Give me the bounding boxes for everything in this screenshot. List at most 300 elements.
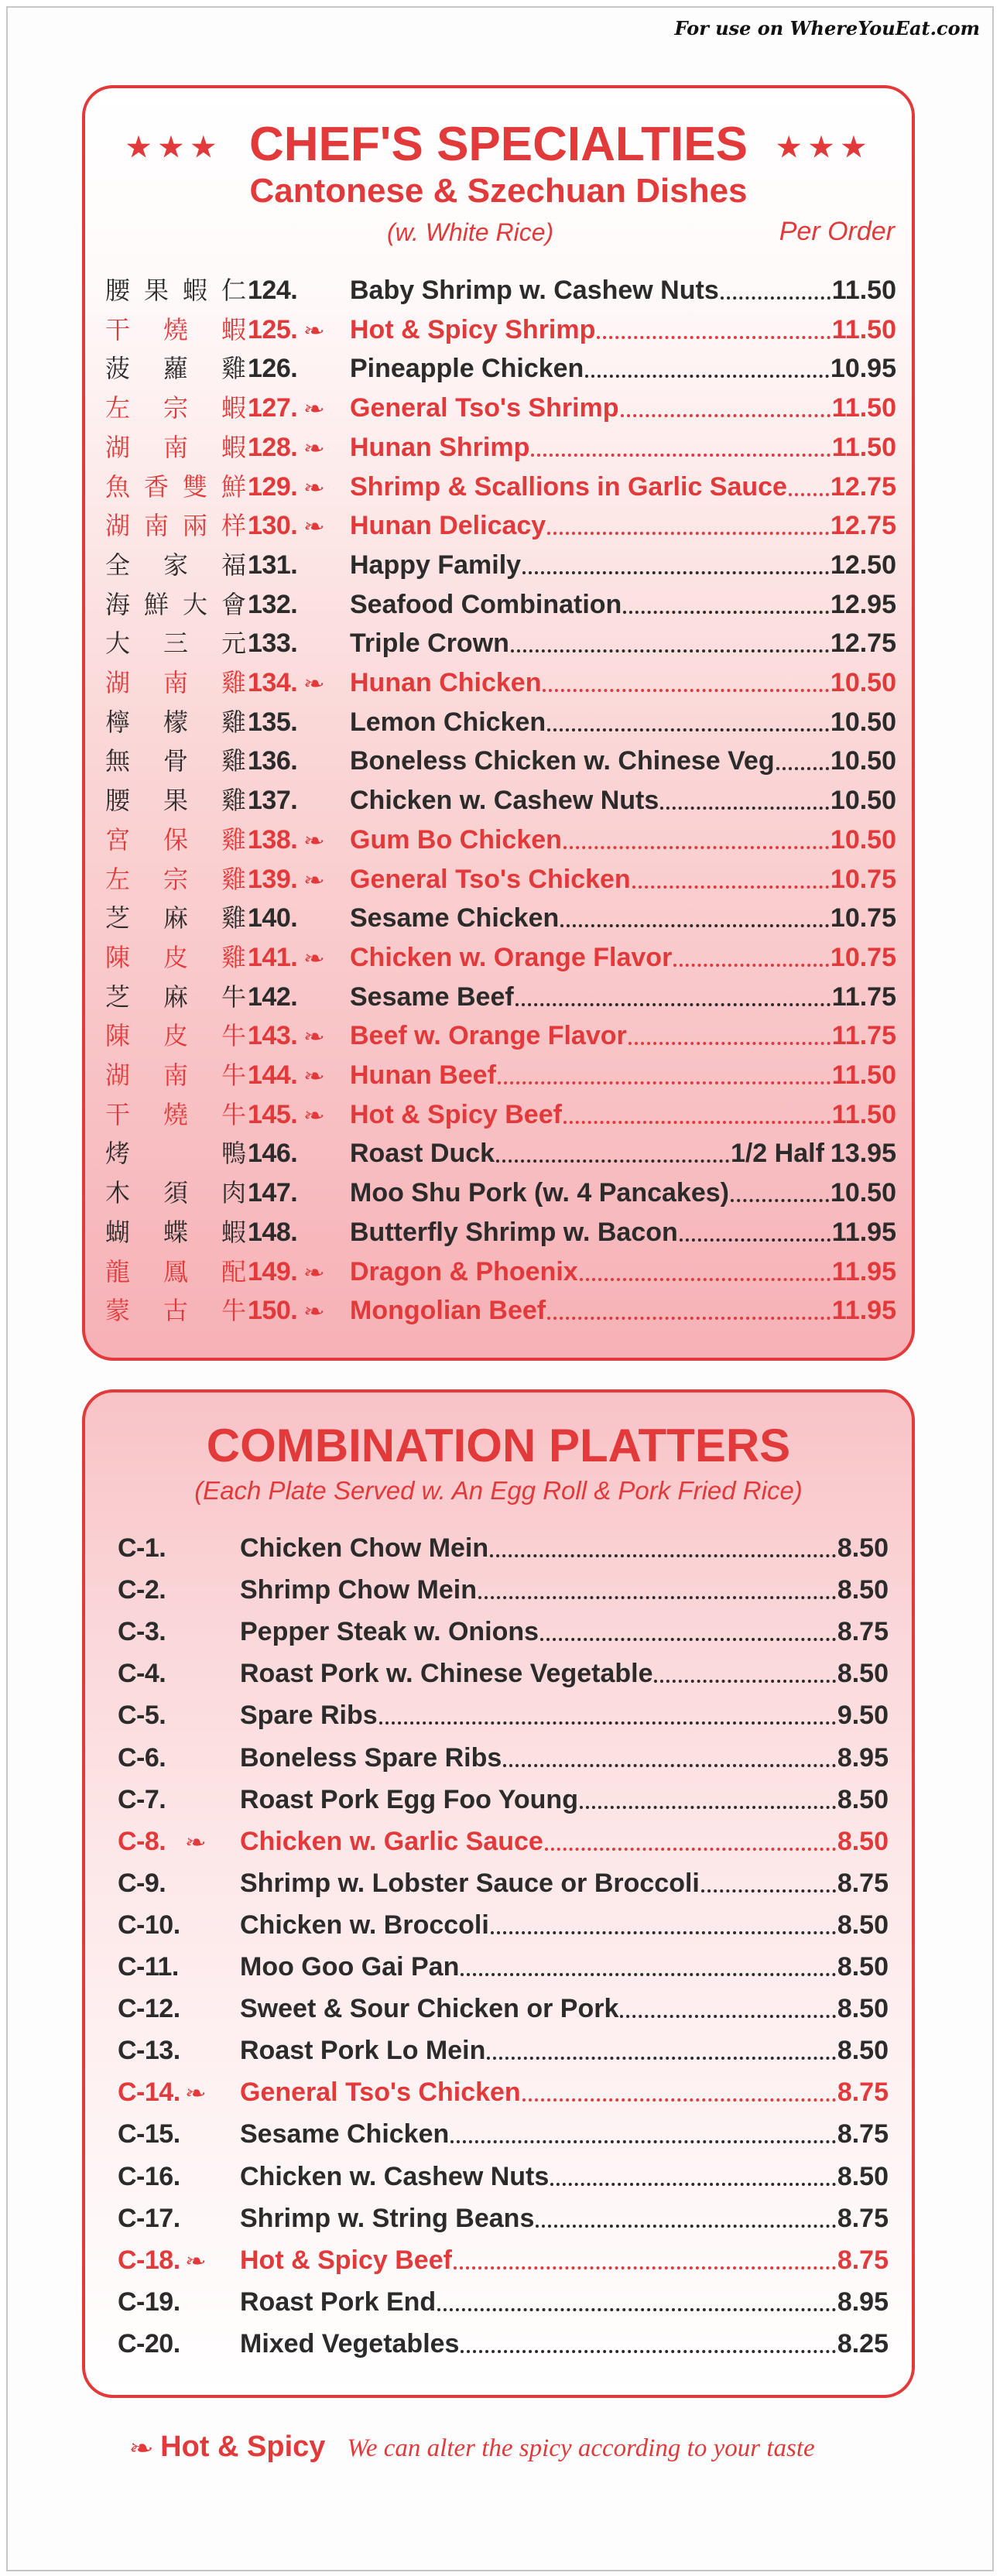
menu-item	[85, 1136, 912, 1171]
chinese-character: 龍	[105, 1256, 131, 1286]
platter-price: 8.95	[837, 2287, 889, 2317]
chili-pepper-icon: ❧	[184, 1830, 207, 1854]
chinese-name	[105, 1136, 246, 1171]
chinese-character: 鴨	[221, 1139, 246, 1169]
combination-platters-subtitle: (Each Plate Served w. An Egg Roll & Pork Fried Rice)	[194, 1476, 803, 1505]
platter-code: C-15.	[118, 2119, 180, 2150]
platter-price: 8.75	[837, 1617, 889, 1647]
chinese-name	[105, 704, 246, 740]
dot-leader	[580, 1278, 830, 1281]
chinese-character: 芝	[105, 903, 131, 933]
item-name: Sesame Chicken	[350, 903, 560, 933]
menu-item	[85, 743, 912, 779]
item-number: 129.	[248, 471, 298, 502]
item-line	[240, 1572, 889, 1608]
chinese-character: 鮮	[143, 589, 169, 619]
chinese-character: 雞	[221, 354, 246, 384]
menu-item	[85, 1293, 912, 1328]
chinese-name	[105, 1293, 246, 1328]
platter-price: 8.50	[837, 1994, 889, 2024]
chinese-character: 海	[105, 589, 131, 619]
item-price: 12.75	[830, 471, 896, 502]
item-name: Beef w. Orange Flavor	[350, 1021, 627, 1051]
menu-item	[85, 430, 912, 465]
chinese-character: 南	[163, 1060, 188, 1090]
platter-price: 8.50	[837, 1910, 889, 1940]
chinese-character: 干	[105, 1099, 131, 1129]
chinese-character: 南	[163, 668, 188, 697]
chili-pepper-icon: ❧	[303, 1260, 326, 1284]
dot-leader	[680, 1238, 830, 1242]
dot-leader	[379, 1721, 836, 1725]
item-line	[240, 1949, 889, 1985]
item-name: Lemon Chicken	[350, 707, 546, 737]
item-name: Pineapple Chicken	[350, 354, 584, 384]
item-number: 144.	[248, 1060, 298, 1090]
platter-item	[85, 2116, 912, 2152]
chinese-character: 雞	[221, 942, 246, 972]
dot-leader	[721, 296, 830, 300]
item-number: 145.	[248, 1099, 298, 1129]
hot-spicy-label: Hot & Spicy	[160, 2430, 326, 2463]
dot-leader	[789, 493, 829, 496]
item-line	[350, 587, 896, 622]
chinese-character: 檸	[105, 707, 131, 737]
platter-item	[85, 2033, 912, 2068]
dot-leader	[776, 767, 829, 770]
platter-code: C-17.	[118, 2203, 180, 2233]
item-name: Mongolian Beef	[350, 1296, 546, 1326]
chinese-name	[105, 1057, 246, 1093]
item-price: 12.75	[830, 511, 896, 541]
platter-name: Sweet & Sour Chicken or Pork	[240, 1994, 619, 2024]
item-name: Baby Shrimp w. Cashew Nuts	[350, 276, 719, 305]
chinese-character: 果	[143, 276, 169, 305]
item-line	[240, 2033, 889, 2068]
chinese-character: 雞	[221, 746, 246, 776]
item-price: 10.75	[830, 864, 896, 894]
platter-name: Shrimp w. Lobster Sauce or Broccoli	[240, 1868, 700, 1898]
item-number: 148.	[248, 1217, 298, 1247]
item-number: 140.	[248, 903, 298, 933]
item-line	[350, 390, 896, 426]
item-line	[350, 469, 896, 505]
chefs-specialties-subtitle: Cantonese & Szechuan Dishes	[249, 172, 748, 210]
platter-code: C-3.	[118, 1617, 166, 1647]
item-price: 11.75	[831, 1021, 896, 1051]
item-line	[350, 900, 896, 936]
dot-leader	[560, 924, 829, 927]
dot-leader	[461, 1973, 835, 1976]
chinese-name	[105, 508, 246, 543]
chinese-character: 蒙	[105, 1296, 131, 1326]
item-price: 10.50	[830, 668, 896, 697]
dot-leader	[490, 1554, 836, 1557]
dot-leader	[585, 375, 829, 378]
chili-pepper-icon: ❧	[128, 2435, 154, 2462]
platter-item	[85, 1572, 912, 1608]
chinese-character: 兩	[182, 511, 207, 541]
item-number: 141.	[248, 942, 298, 972]
chinese-character: 陳	[105, 942, 131, 972]
item-line	[350, 940, 896, 975]
chinese-character: 古	[163, 1296, 188, 1326]
item-line	[350, 430, 896, 465]
chinese-character: 湖	[105, 668, 131, 697]
platter-item	[85, 1697, 912, 1733]
chinese-character: 雙	[182, 471, 207, 502]
combination-platters-title: COMBINATION PLATTERS	[206, 1420, 791, 1471]
chili-pepper-icon: ❧	[184, 2081, 207, 2105]
item-line	[350, 704, 896, 740]
menu-item	[85, 665, 912, 701]
platter-name: Roast Pork End	[240, 2287, 437, 2317]
menu-item	[85, 704, 912, 740]
item-price: 11.95	[831, 1256, 896, 1286]
item-price: 12.95	[830, 589, 896, 619]
platter-item	[85, 1740, 912, 1776]
chinese-character: 檬	[163, 707, 188, 737]
item-price: 13.95	[830, 1139, 896, 1169]
platter-code: C-4.	[118, 1659, 166, 1689]
menu-item	[85, 272, 912, 308]
dot-leader	[536, 2225, 835, 2228]
platter-item	[85, 2284, 912, 2320]
platter-name: Chicken w. Cashew Nuts	[240, 2161, 550, 2191]
dot-leader	[511, 649, 829, 653]
item-number: 134.	[248, 668, 298, 697]
chinese-character: 牛	[221, 1021, 246, 1051]
item-name: Chicken w. Cashew Nuts	[350, 786, 659, 816]
dot-leader	[515, 1003, 830, 1006]
chinese-name	[105, 547, 246, 583]
item-price: 10.75	[830, 903, 896, 933]
item-line	[240, 2159, 889, 2194]
platter-price: 8.50	[837, 1533, 889, 1563]
platter-name: Mixed Vegetables	[240, 2328, 460, 2358]
chinese-character: 麻	[163, 903, 188, 933]
dot-leader	[563, 1121, 830, 1124]
dot-leader	[545, 1848, 836, 1851]
dot-leader	[731, 1199, 829, 1202]
chinese-name	[105, 469, 246, 505]
item-name: Moo Shu Pork (w. 4 Pancakes)	[350, 1178, 729, 1208]
chinese-name	[105, 822, 246, 858]
item-line	[350, 1057, 896, 1093]
menu-item	[85, 587, 912, 622]
item-line	[240, 2242, 889, 2278]
item-name: Seafood Combination	[350, 589, 622, 619]
stars-right: ★★★	[775, 130, 872, 165]
menu-item	[85, 1097, 912, 1132]
chili-pepper-icon: ❧	[303, 868, 326, 892]
dot-leader	[496, 1160, 729, 1163]
chinese-character: 雞	[221, 786, 246, 816]
chinese-character: 三	[163, 629, 188, 659]
item-number: 139.	[248, 864, 298, 894]
platter-code: C-1.	[118, 1533, 166, 1563]
chinese-character: 样	[221, 511, 246, 541]
item-line	[350, 1175, 896, 1211]
chinese-name	[105, 665, 246, 701]
platter-name: Spare Ribs	[240, 1701, 378, 1731]
platter-code: C-13.	[118, 2036, 180, 2066]
chefs-specialties-section	[82, 85, 915, 1361]
chinese-name	[105, 1254, 246, 1290]
item-name: Butterfly Shrimp w. Bacon	[350, 1217, 678, 1247]
chinese-character: 芝	[105, 981, 131, 1012]
menu-item	[85, 979, 912, 1015]
chinese-name	[105, 1175, 246, 1211]
white-rice-note: (w. White Rice)	[387, 218, 554, 246]
item-line	[350, 272, 896, 308]
menu-item	[85, 1175, 912, 1211]
item-name: Triple Crown	[350, 629, 509, 659]
platter-price: 9.50	[837, 1701, 889, 1731]
item-price: 10.50	[830, 1178, 896, 1208]
platter-name: Pepper Steak w. Onions	[240, 1617, 539, 1647]
chinese-character: 左	[105, 393, 131, 423]
dot-leader	[454, 2266, 836, 2269]
dot-leader	[540, 1638, 836, 1641]
item-line	[350, 312, 896, 348]
menu-item	[85, 862, 912, 897]
item-name: Dragon & Phoenix	[350, 1256, 578, 1286]
dot-leader	[522, 2098, 836, 2102]
chinese-name	[105, 1097, 246, 1132]
menu-item	[85, 900, 912, 936]
dot-leader	[450, 2140, 836, 2143]
dot-leader	[547, 1317, 830, 1320]
chinese-character: 陳	[105, 1021, 131, 1051]
item-price: 11.50	[831, 1099, 896, 1129]
platter-code: C-12.	[118, 1994, 180, 2024]
footer-legend	[128, 2430, 815, 2464]
chinese-name	[105, 390, 246, 426]
dot-leader	[623, 611, 829, 614]
item-line	[350, 743, 896, 779]
menu-item	[85, 508, 912, 543]
platter-name: Roast Pork Lo Mein	[240, 2036, 486, 2066]
combination-platters-list	[85, 1392, 912, 2395]
chinese-character: 雞	[221, 707, 246, 737]
chinese-character: 蝦	[182, 276, 207, 305]
chinese-character: 燒	[163, 1099, 188, 1129]
chili-pepper-icon: ❧	[184, 2249, 207, 2273]
chili-pepper-icon: ❧	[303, 1064, 326, 1088]
item-line	[350, 1293, 896, 1328]
item-number: 150.	[248, 1296, 298, 1326]
chinese-name	[105, 272, 246, 308]
item-price: 11.50	[831, 393, 896, 423]
platter-price: 8.50	[837, 1784, 889, 1814]
item-number: 124.	[248, 276, 298, 305]
chinese-character: 湖	[105, 511, 131, 541]
chinese-character: 麻	[163, 981, 188, 1012]
dot-leader	[701, 1889, 836, 1893]
menu-item	[85, 312, 912, 348]
chinese-character: 果	[163, 786, 188, 816]
item-name: Hunan Shrimp	[350, 432, 530, 462]
chinese-character: 蘿	[163, 354, 188, 384]
item-line	[240, 1865, 889, 1901]
item-name: Sesame Beef	[350, 981, 514, 1012]
chinese-name	[105, 625, 246, 661]
chinese-character: 菠	[105, 354, 131, 384]
platter-name: Boneless Spare Ribs	[240, 1742, 502, 1773]
chinese-name	[105, 900, 246, 936]
chinese-character: 牛	[221, 1296, 246, 1326]
chili-pepper-icon: ❧	[303, 828, 326, 852]
item-line	[240, 2201, 889, 2236]
platter-price: 8.75	[837, 2245, 889, 2275]
platter-price: 8.25	[837, 2328, 889, 2358]
item-number: 135.	[248, 707, 298, 737]
platter-item	[85, 1782, 912, 1817]
chinese-character: 骨	[163, 746, 188, 776]
chinese-character: 雞	[221, 668, 246, 697]
chinese-name	[105, 979, 246, 1015]
item-line	[350, 822, 896, 858]
item-line	[350, 547, 896, 583]
dot-leader	[522, 571, 829, 574]
chinese-character: 宗	[163, 393, 188, 423]
chili-pepper-icon: ❧	[303, 672, 326, 695]
platter-item	[85, 2242, 912, 2278]
platter-item	[85, 1865, 912, 1901]
chinese-character: 南	[143, 511, 169, 541]
menu-item	[85, 469, 912, 505]
spicy-note: We can alter the spicy according to your taste	[347, 2434, 815, 2462]
platter-price: 8.75	[837, 2078, 889, 2108]
chinese-character: 烤	[105, 1139, 131, 1169]
platter-price: 8.50	[837, 2036, 889, 2066]
item-line	[350, 351, 896, 386]
chinese-name	[105, 351, 246, 386]
dot-leader	[621, 414, 830, 417]
item-name: Shrimp & Scallions in Garlic Sauce	[350, 471, 787, 502]
item-line	[350, 1018, 896, 1053]
platter-code: C-20.	[118, 2328, 180, 2358]
platter-code: C-16.	[118, 2161, 180, 2191]
chinese-character: 牛	[221, 1060, 246, 1090]
item-number: 133.	[248, 629, 298, 659]
item-name: General Tso's Chicken	[350, 864, 631, 894]
item-line	[350, 508, 896, 543]
platter-code: C-18.	[118, 2245, 180, 2275]
platter-name: General Tso's Chicken	[240, 2078, 521, 2108]
item-number: 149.	[248, 1256, 298, 1286]
chinese-character: 湖	[105, 432, 131, 462]
item-name: Happy Family	[350, 550, 522, 580]
platter-item	[85, 2326, 912, 2362]
chinese-name	[105, 783, 246, 818]
item-price: 10.50	[830, 786, 896, 816]
dot-leader	[563, 846, 829, 849]
platter-code: C-14.	[118, 2078, 180, 2108]
platter-item	[85, 1530, 912, 1566]
chinese-name	[105, 312, 246, 348]
dot-leader	[597, 336, 830, 339]
platter-name: Chicken w. Garlic Sauce	[240, 1826, 543, 1856]
chili-pepper-icon: ❧	[303, 1103, 326, 1127]
platter-item	[85, 1656, 912, 1691]
menu-item	[85, 547, 912, 583]
platter-item	[85, 1949, 912, 1985]
item-price: 11.75	[831, 981, 896, 1012]
menu-item	[85, 1254, 912, 1290]
dot-leader	[503, 1764, 836, 1767]
dot-leader	[543, 689, 828, 692]
platter-item	[85, 2074, 912, 2110]
platter-name: Moo Goo Gai Pan	[240, 1952, 460, 1982]
item-price: 10.50	[830, 824, 896, 855]
menu-item	[85, 390, 912, 426]
item-name: Chicken w. Orange Flavor	[350, 942, 673, 972]
chinese-character: 蝴	[105, 1217, 131, 1247]
item-number: 132.	[248, 589, 298, 619]
dot-leader	[498, 1081, 830, 1084]
item-line	[350, 1097, 896, 1132]
platter-code: C-2.	[118, 1575, 166, 1605]
dot-leader	[550, 2183, 836, 2186]
platter-code: C-19.	[118, 2287, 180, 2317]
chinese-character: 牛	[221, 981, 246, 1012]
chinese-character: 蝦	[221, 1217, 246, 1247]
dot-leader	[654, 1680, 835, 1683]
item-number: 143.	[248, 1021, 298, 1051]
item-line	[350, 665, 896, 701]
item-name: Hunan Chicken	[350, 668, 542, 697]
platter-price: 8.50	[837, 1575, 889, 1605]
platter-code: C-8.	[118, 1826, 166, 1856]
chinese-character: 鮮	[221, 471, 246, 502]
item-line	[240, 1991, 889, 2026]
item-price: 10.95	[830, 354, 896, 384]
item-line	[240, 1530, 889, 1566]
chinese-character: 須	[163, 1178, 188, 1208]
item-line	[240, 1740, 889, 1776]
item-number: 125.	[248, 314, 298, 344]
chinese-character: 干	[105, 314, 131, 344]
item-price: 11.95	[831, 1217, 896, 1247]
chinese-character: 家	[163, 550, 188, 580]
chinese-name	[105, 430, 246, 465]
item-name: Hot & Spicy Beef	[350, 1099, 562, 1129]
chinese-character: 皮	[163, 942, 188, 972]
chefs-specialties-list	[85, 88, 912, 1358]
menu-item	[85, 1057, 912, 1093]
item-line	[240, 2326, 889, 2362]
item-price: 12.50	[830, 550, 896, 580]
item-number: 146.	[248, 1139, 298, 1169]
item-line	[350, 783, 896, 818]
platter-item	[85, 1907, 912, 1943]
dot-leader	[437, 2308, 836, 2311]
menu-item	[85, 783, 912, 818]
menu-item	[85, 940, 912, 975]
item-name: General Tso's Shrimp	[350, 393, 619, 423]
platter-item	[85, 1991, 912, 2026]
item-line	[240, 1656, 889, 1691]
platter-price: 8.75	[837, 2119, 889, 2150]
item-line	[240, 2074, 889, 2110]
chinese-character: 左	[105, 864, 131, 894]
chili-pepper-icon: ❧	[303, 1025, 326, 1049]
item-price: 10.50	[830, 707, 896, 737]
item-name: Roast Duck	[350, 1139, 495, 1169]
chili-pepper-icon: ❧	[303, 397, 326, 421]
